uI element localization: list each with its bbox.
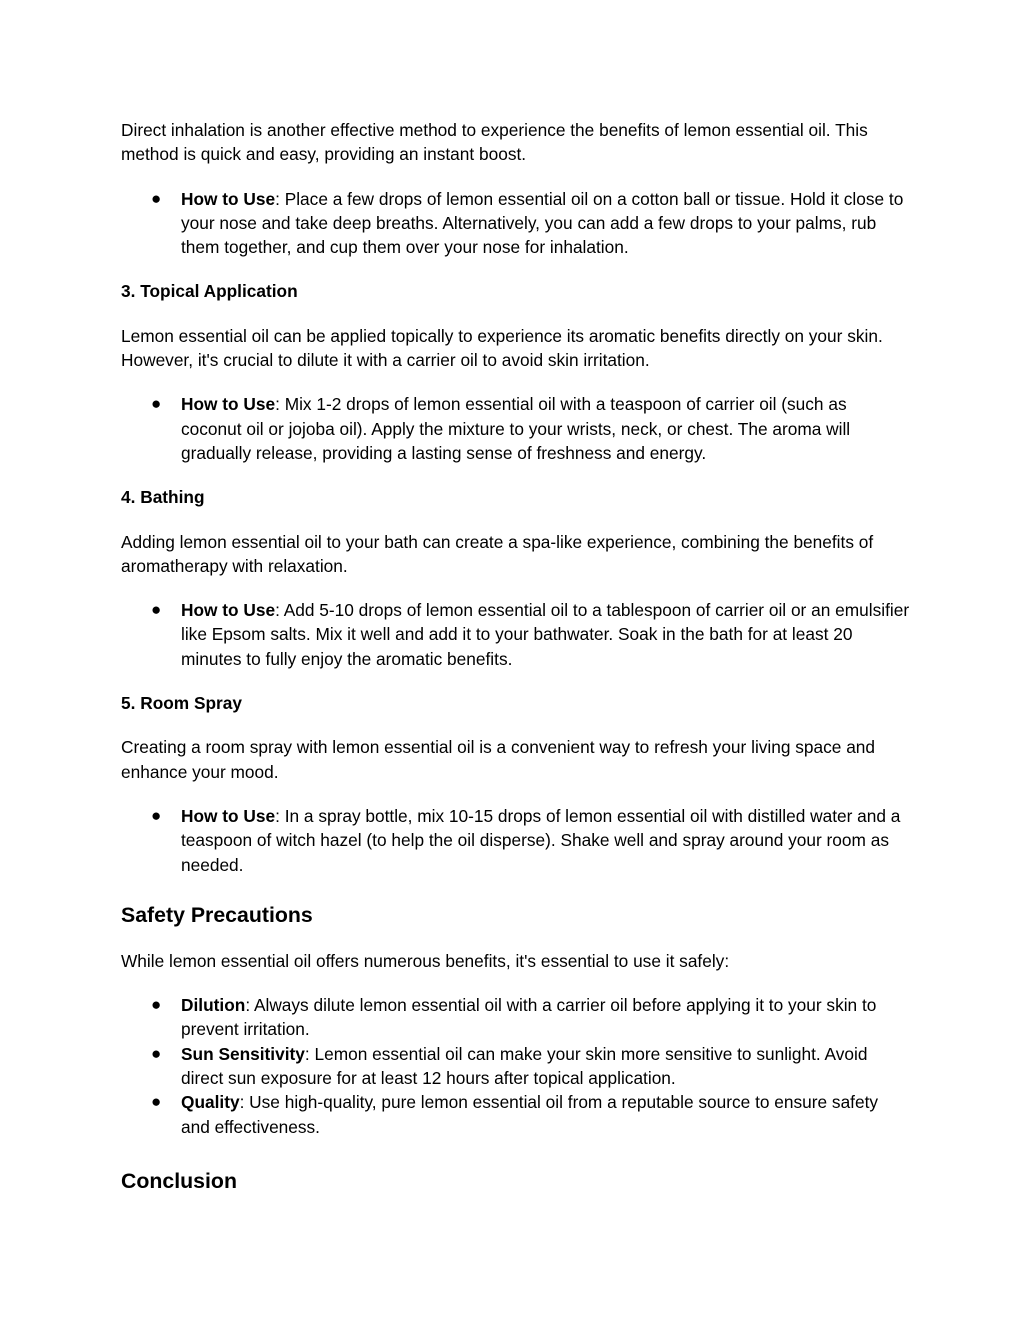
item-label: How to Use bbox=[181, 394, 276, 415]
bullet-icon: ● bbox=[151, 600, 162, 620]
section-list bbox=[121, 392, 911, 465]
item-label: Dilution bbox=[181, 995, 246, 1016]
section-list bbox=[121, 598, 911, 671]
item-text: : Use high-quality, pure lemon essential oil from a reputable source to ensure safety and effectiveness. bbox=[181, 1092, 879, 1137]
section-heading: 3. Topical Application bbox=[121, 281, 298, 302]
item-label: How to Use bbox=[181, 805, 276, 826]
conclusion-heading: Conclusion bbox=[121, 1168, 237, 1193]
safety-paragraph: While lemon essential oil offers numerous benefits, it's essential to use it safely: bbox=[121, 950, 730, 971]
section-list bbox=[121, 804, 911, 877]
bullet-icon: ● bbox=[151, 1043, 162, 1063]
section-paragraph: Adding lemon essential oil to your bath can create a spa-like experience, combining the benefits of aromatherapy with relaxation. bbox=[121, 531, 874, 576]
section-heading: 5. Room Spray bbox=[121, 693, 243, 714]
intro-paragraph: Direct inhalation is another effective method to experience the benefits of lemon essential oil. This method is quick and easy, providing an instant boost. bbox=[121, 120, 868, 165]
safety-heading: Safety Precautions bbox=[121, 902, 313, 927]
section-paragraph: Lemon essential oil can be applied topically to experience its aromatic benefits directly on your skin. However, it's crucial to dilute it with a carrier oil to avoid skin irritation. bbox=[121, 325, 883, 371]
item-text: : Lemon essential oil can make your skin more sensitive to sunlight. Avoid direct sun exposure for at least 12 hours after topical application. bbox=[181, 1043, 868, 1089]
item-label: Quality bbox=[181, 1092, 240, 1113]
safety-list bbox=[121, 993, 911, 1139]
bullet-icon: ● bbox=[151, 995, 162, 1015]
list-item bbox=[121, 993, 911, 1042]
item-text: : Mix 1-2 drops of lemon essential oil with a teaspoon of carrier oil (such as coconut oil or jojoba oil). Apply the mixture to your wrists, neck, or chest. The aroma will gradually release, providing a lasting sense of freshness and energy. bbox=[181, 394, 851, 463]
list-item bbox=[121, 598, 911, 671]
item-label: How to Use bbox=[181, 600, 276, 621]
item-label: Sun Sensitivity bbox=[181, 1043, 305, 1064]
section-heading: 4. Bathing bbox=[121, 487, 205, 508]
item-text: : Add 5-10 drops of lemon essential oil to a tablespoon of carrier oil or an emulsifier like Epsom salts. Mix it well and add it to your bathwater. Soak in the bath for at least 20 minutes to fully enjoy the aromatic benefits. bbox=[181, 600, 910, 669]
list-item bbox=[121, 1090, 911, 1139]
bullet-icon: ● bbox=[151, 805, 162, 825]
item-text: : In a spray bottle, mix 10-15 drops of lemon essential oil with distilled water and a teaspoon of witch hazel (to help the oil disperse). Shake well and spray around your room as needed. bbox=[181, 805, 901, 875]
bullet-icon: ● bbox=[151, 188, 162, 208]
bullet-icon: ● bbox=[151, 394, 162, 414]
list-item bbox=[121, 392, 911, 465]
item-text: : Place a few drops of lemon essential oil on a cotton ball or tissue. Hold it close to your nose and take deep breaths. Alternatively, you can add a few drops to your palms, rub them together, and cup them over your nose for inhalation. bbox=[181, 188, 904, 258]
document-page bbox=[121, 118, 911, 1215]
item-text: : Always dilute lemon essential oil with a carrier oil before applying it to your skin to prevent irritation. bbox=[181, 995, 877, 1040]
list-item bbox=[121, 1042, 911, 1091]
list-item bbox=[121, 804, 911, 877]
section-paragraph: Creating a room spray with lemon essential oil is a convenient way to refresh your living space and enhance your mood. bbox=[121, 737, 876, 782]
list-item bbox=[121, 187, 911, 260]
intro-list bbox=[121, 187, 911, 260]
bullet-icon: ● bbox=[151, 1092, 162, 1112]
item-label: How to Use bbox=[181, 188, 276, 209]
